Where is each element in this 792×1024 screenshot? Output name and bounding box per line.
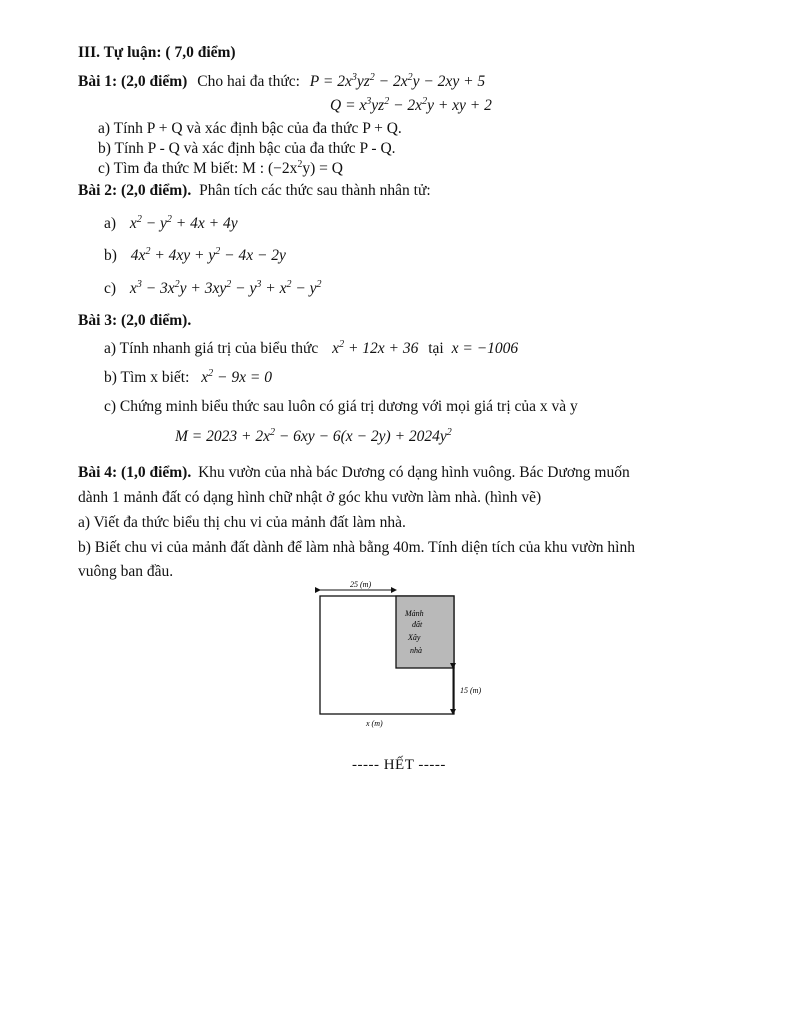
bai2-text: Phân tích các thức sau thành nhân tử: — [199, 182, 431, 199]
bai1-intro: Cho hai đa thức: — [197, 73, 300, 90]
bai2-a-expr: $x^2 - y^2 + 4x + 4y$ — [129, 214, 238, 232]
right-dimension-label: 15 (m) — [460, 686, 482, 695]
bai1-header — [78, 72, 485, 92]
bai3-part-c: c) Chứng minh biểu thức sau luôn có giá trị dương với mọi giá trị của x và y — [104, 398, 578, 415]
bai3-a-text: a) Tính nhanh giá trị của biểu thức — [104, 340, 319, 357]
plot-label-3: Xây — [408, 633, 421, 642]
bai3-a-val: x = −1006 — [451, 340, 519, 357]
bai2-c-expr: $x^3 - 3x^2y + 3xy^2 - y^3 + x^2 - y^2$ — [129, 279, 322, 297]
plot-label-1: Mảnh — [405, 609, 424, 618]
bai1-part-c: c) Tìm đa thức M biết: M : $(-2x^2y) = Q$ — [98, 159, 343, 177]
bai2-b-expr: $4x^2 + 4xy + y^2 - 4x - 2y$ — [130, 246, 286, 264]
house-plot — [396, 596, 454, 668]
bottom-dimension-label: x (m) — [366, 719, 383, 728]
bai2-part-a — [104, 214, 238, 234]
bai2-b-label: b) — [104, 247, 117, 264]
bai2-part-b — [104, 246, 286, 266]
bai2-header — [78, 181, 431, 201]
bai3-label: Bài 3: (2,0 điểm). — [78, 312, 192, 329]
bai2-part-c — [104, 279, 322, 299]
bai4-line1 — [78, 463, 630, 483]
bai3-c-expr: $M = 2023 + 2x^2 - 6xy - 6(x - 2y) + 2024y^2$ — [175, 427, 452, 445]
bai3-a-expr: $x^2 + 12x + 36$ — [332, 339, 419, 357]
bai2-a-label: a) — [104, 215, 117, 232]
bai3-part-b — [104, 368, 272, 388]
polynomial-p: $P = 2x^3yz^2 - 2x^2y - 2xy + 5$ — [309, 72, 486, 90]
plot-label-2: đất — [412, 620, 423, 629]
bai2-label: Bài 2: (2,0 điểm). — [78, 182, 192, 199]
bai2-c-label: c) — [104, 280, 117, 297]
bai3-b-text: b) Tìm x biết: — [104, 369, 190, 386]
bai3-part-a — [104, 339, 518, 359]
bai3-b-expr: $x^2 - 9x = 0$ — [201, 368, 272, 386]
bai4-text-1: Khu vườn của nhà bác Dương có dạng hình vuông. Bác Dương muốn — [198, 464, 630, 481]
bai4-part-b-1: b) Biết chu vi của mảnh đất dành để làm nhà bằng 40m. Tính diện tích của khu vườn hình — [78, 539, 635, 556]
end-marker: ----- HẾT ----- — [352, 757, 446, 773]
garden-figure — [300, 578, 500, 728]
bai1-part-a: a) Tính P + Q và xác định bậc của đa thức P + Q. — [98, 120, 402, 137]
top-dimension-label: 25 (m) — [350, 580, 372, 589]
bai4-part-b-2: vuông ban đầu. — [78, 563, 174, 580]
bai4-label: Bài 4: (1,0 điểm). — [78, 464, 192, 481]
bai4-part-a: a) Viết đa thức biểu thị chu vi của mảnh đất làm nhà. — [78, 514, 406, 531]
section-title: III. Tự luận: ( 7,0 điểm) — [78, 44, 236, 61]
polynomial-q: $Q = x^3yz^2 - 2x^2y$ + xy + 2 — [330, 96, 492, 114]
bai3-a-tai: tại — [428, 340, 444, 357]
bai1-part-b: b) Tính P - Q và xác định bậc của đa thức P - Q. — [98, 140, 396, 157]
bai4-line2: dành 1 mảnh đất có dạng hình chữ nhật ở góc khu vườn làm nhà. (hình vẽ) — [78, 489, 542, 506]
plot-label-4: nhà — [410, 646, 422, 655]
bai1-label: Bài 1: (2,0 điểm) — [78, 73, 188, 90]
